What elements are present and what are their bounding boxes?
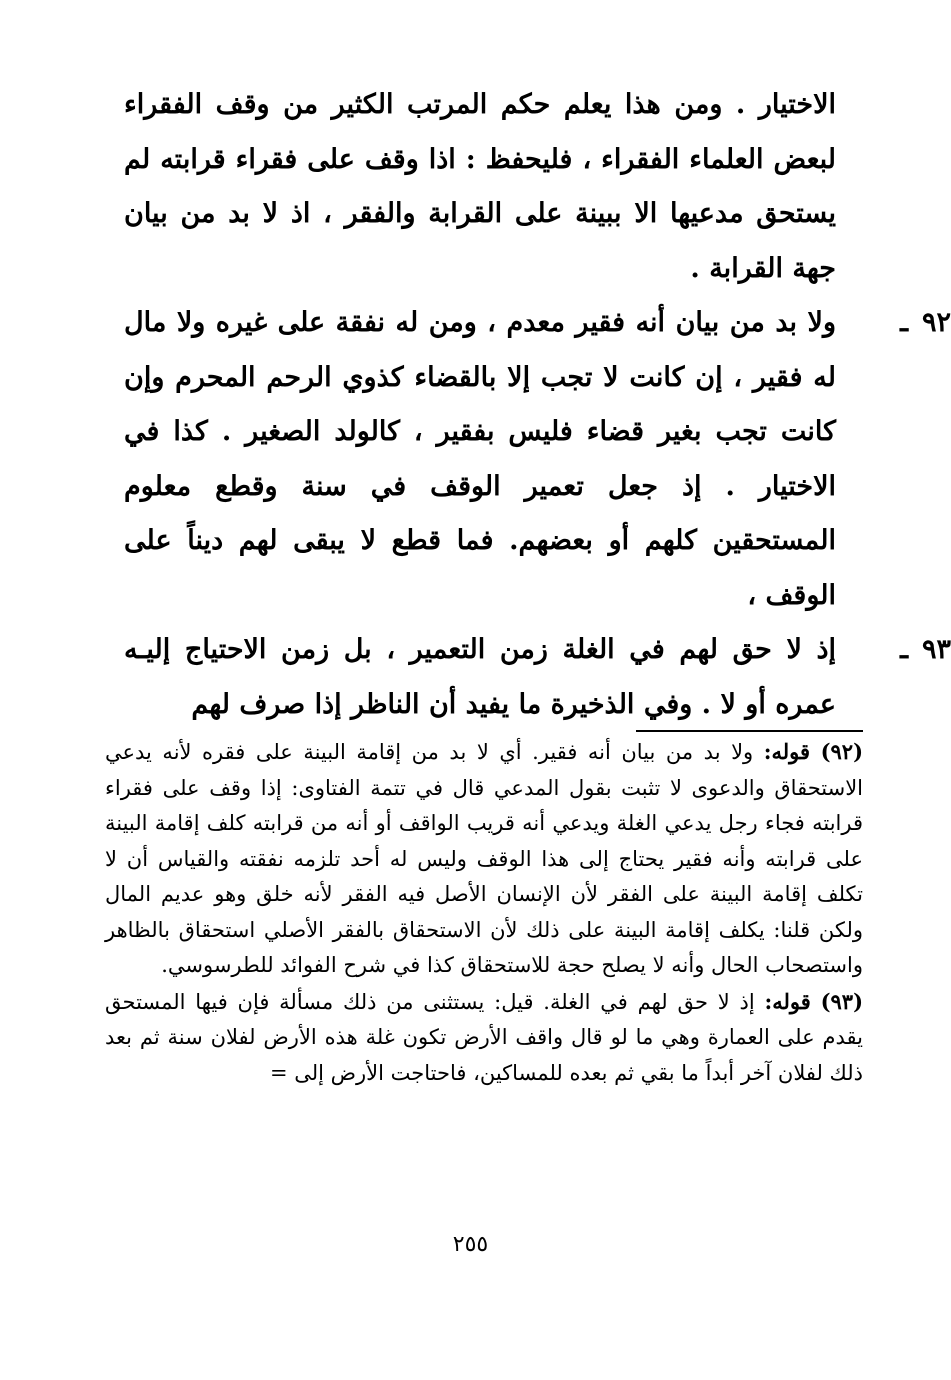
footnote-93 xyxy=(105,984,863,1092)
numbered-paragraph-93 xyxy=(124,623,951,732)
footnote-keyword: قوله: xyxy=(764,988,811,1014)
footnote-divider xyxy=(636,730,863,732)
footnote-text: إذ لا حق لهم في الغلة. قيل: يستثنى من ذلك مسألة فإن فيها المستحق يقدم على العمارة وهي ما لو قال واقف الأرض تكون غلة هذه الأرض لفلان سنة ثم بعد ذلك لفلان آخر أبداً ما بقي ثم بعده للمساكين، فاحتاجت الأرض إلى = xyxy=(105,989,863,1085)
footnote-text: ولا بد من بيان أنه فقير. أي لا بد من إقامة البينة على فقره لأنه يدعي الاستحقاق والدعوى لا تثبت بقول المدعي قال في تتمة الفتاوى: إذا وقف على فقراء قرابته فجاء رجل يدعي الغلة ويدعي أنه قريب الواقف أو أنه من قرابته كلف إقامة البينة على قرابته وأنه فقير يحتاج إلى هذا الوقف وليس له أحد تلزمه نفقته والقياس أن لا تكلف إقامة البينة على الفقر لأن الإنسان الأصل فيه الفقر لأنه خلق وهو عديم المال ولكن قلنا: يكلف إقامة البينة على ذلك لأن الاستحقاق بالفقر الأصلي استحقاق بالظاهر واستصحاب الحال وأنه لا يصلح حجة للاستحقاق كذا في شرح الفوائد للطرسوسي. xyxy=(105,740,863,977)
footnote-92 xyxy=(105,734,863,984)
numbered-paragraph-92 xyxy=(124,296,951,623)
footnote-keyword: قوله: xyxy=(763,739,811,764)
paragraph-text: ولا بد من بيان أنه فقير معدم ، ومن له نفقة على غيره ولا مال له فقير ، إن كانت لا تجب إلا بالقضاء كذوي الرحم المحرم وإن كانت تجب بغير قضاء فليس بفقير ، كالولد الصغير . كذا في الاختيار . إذ جعل تعمير الوقف في سنة وقطع معلوم المستحقين كلهم أو بعضهم. فما قطع لا يبقى لهم ديناً على الوقف ، xyxy=(124,307,836,611)
paragraph-number: ٩٣ـ xyxy=(900,634,951,665)
paragraph-text: إذ لا حق لهم في الغلة زمن التعمير ، بل زمن الاحتياج إليـه عمره أو لا . وفي الذخيرة ما يفيد أن الناظر إذا صرف لهم xyxy=(124,634,836,720)
intro-paragraph: الاختيار . ومن هذا يعلم حكم المرتب الكثير من وقف الفقراء لبعض العلماء الفقراء ، فليحفظ : اذا وقف على فقراء قرابته لم يستحق مدعيها الا ببينة على القرابة والفقر ، اذ لا بد من بيان جهة القرابة . xyxy=(124,89,836,284)
main-text xyxy=(124,78,951,732)
page-number: ٢٥٥ xyxy=(452,1232,489,1257)
footnotes xyxy=(105,734,863,1091)
footnote-ref: (٩٣) xyxy=(820,988,864,1014)
footnote-ref: (٩٢) xyxy=(820,739,863,764)
paragraph-number: ٩٢ـ xyxy=(900,307,951,338)
